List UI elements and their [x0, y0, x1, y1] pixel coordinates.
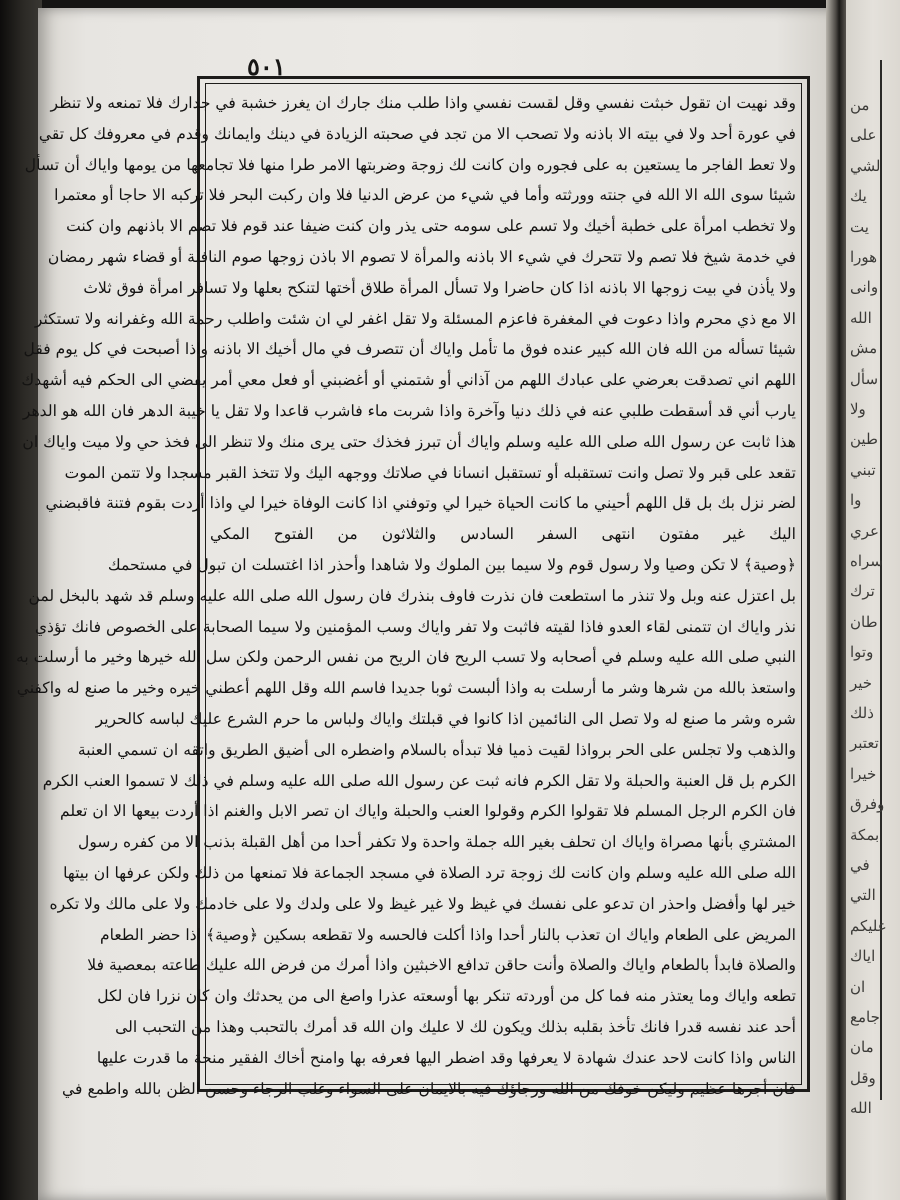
text-line: ولا تعط الفاجر ما يستعين به على فجوره وان كانت لك زوجة وضربتها الامر طرا منها فلا تجامعها من يومها واياك أن تسأل: [24, 155, 796, 174]
facing-page-fragment: على: [850, 126, 877, 145]
text-line: وقد نهيت ان تقول خبثت نفسي وقل لقست نفسي واذا طلب منك جارك ان يغرز خشبة في جدارك فلا تمنعه ولا تنظر: [50, 94, 796, 112]
facing-page-fragment: جامع: [850, 1008, 880, 1026]
text-line: الناس واذا كانت لاحد عندك شهادة لا يعرفها وقد اضطر اليها فعرفه بها وامنح أخاك الفقير منحة ما قدرت عليها: [96, 1048, 796, 1067]
facing-page-fragment: هورا: [850, 248, 878, 266]
text-line: يارب أني قد أسقطت طلبي عنه في ذلك دنيا وآخرة واذا شربت ماء فاشرب قاعدا ولا تقل يا خيبة الدهر فان الله هو الدهر: [22, 401, 796, 420]
facing-page-fragment: بمكة: [850, 825, 880, 844]
text-line: ولا تخطب امرأة على خطبة أخيك ولا تسم على سومه حتى يذر وان كنت ضيفا عند قوم فلا تصم الا باذنهم وان كنت: [66, 217, 796, 236]
facing-page-fragment: ترك: [850, 582, 875, 601]
facing-page-fragment: طان: [850, 612, 878, 631]
text-line: اليك غير مفتون انتهى السفر السادس والثلاثون من الفتوح المكي: [210, 525, 796, 544]
facing-page-fragment: طين: [850, 430, 878, 449]
text-line: واستعذ بالله من شرها وشر ما أرسلت به واذا ألبست ثوبا جديدا فاسم الله وقل اللهم أعطني خيره وخير ما صنع له واكفني: [16, 679, 796, 698]
text-line: فان الكرم الرجل المسلم فلا تقولوا الكرم وقولوا العنب والحبلة واياك ان تصر الابل والغنم اذا أردت بيعها الا ان تعلم: [60, 802, 796, 821]
text-line: هذا ثابت عن رسول الله صلى الله عليه وسلم واياك أن تبرز فخذك حتى يرى منك ولا تنظر الى فخذ حي ولا ميت واياك ان: [22, 432, 796, 451]
facing-page-fragment: ان: [850, 977, 866, 996]
text-line: فان أجرها عظيم وليكن خوفك من الله ورجاؤك فيه بالايمان على السواء وغلب الرجاء وحسن الظن بالله واطمع في: [62, 1079, 796, 1098]
text-line: اللهم اني تصدقت بعرضي على عبادك اللهم من آذاني أو شتمني أو أغضبني أو فعل معي أمر يفضي الى الحكم فيه أشهدك: [21, 371, 796, 390]
facing-page-fragment: الله: [850, 1099, 872, 1118]
facing-page-fragment: يك: [850, 187, 867, 206]
facing-page-fragment: تعتبر: [850, 734, 879, 753]
facing-page-fragment: عري: [850, 521, 879, 540]
facing-page-fragment: الله: [850, 308, 872, 327]
text-line: شيئا سوى الله الا الله في جنته وورثته وأما في شيء من عرض الدنيا فلا وان ركبت البحر فلا تركبه الا حاجا أو معتمرا: [54, 186, 796, 205]
text-line: شيئا تسأله من الله فان الله كبير عنده فوق ما تأمل واياك أن تتصرف في مال أخيك الا باذنه واذا أصبحت في كل يوم فقل: [23, 340, 796, 359]
text-line: المشتري بأنها مصراة واياك ان تحلف بغير الله جملة واحدة ولا تكفر أحدا من أهل القبلة بذنب الا من كفره رسول: [78, 833, 796, 852]
facing-page-fragment: اياك: [850, 947, 876, 966]
text-line: أحد عند نفسه قدرا فانك تأخذ بقلبه بذلك ويكون لك لا عليك وان الله قد أمرك بالتحبب وهذا من التحبب الى: [115, 1017, 796, 1036]
page-number: ٥٠١: [247, 52, 286, 81]
facing-page-fragment: وانی: [850, 278, 879, 297]
text-line: النبي صلى الله عليه وسلم في أصحابه ولا تسب الريح فان الريح من نفس الرحمن ولكن سل الله خيرها وخير ما أرسلت به: [16, 648, 796, 667]
text-line: خير لها وأفضل واحذر ان تدعو على نفسك في غيظ ولا غير غيظ ولا على ولدك ولا على خادمك ولا على مالك ولا تكره: [49, 894, 796, 913]
facing-page-fragment: وقل: [850, 1068, 876, 1087]
text-line: ﴿وصية﴾ لا تكن وصيا ولا رسول قوم ولا سيما بين الملوك ولا شاهدا وأحذر اذا اغتسلت ان تبول في مستحمك: [107, 555, 796, 574]
text-line: في عورة أحد ولا في بيته الا باذنه ولا تصحب الا من تجد في صحبته الزيادة في دينك وايمانك وقدم في معروفك كل تقي: [38, 124, 796, 143]
facing-page-fragment: ولا: [850, 400, 866, 418]
facing-page-frame-rule: [880, 60, 882, 1100]
facing-page-fragment: يت: [850, 217, 869, 236]
facing-page-fragment: سأل: [850, 369, 879, 388]
text-line: في خدمة شيخ فلا تصم ولا تتحرك في شيء الا باذنه والمرأة لا تصوم الا باذن زوجها صوم النافلة أو قضاء شهر رمضان: [47, 247, 796, 266]
facing-page-fragment: وا: [850, 491, 862, 510]
text-line: لضر نزل بك بل قل اللهم أحيني ما كانت الحياة خيرا لي وتوفني اذا كانت الوفاة خيرا لي واذا أردت بقوم فتنة فاقبضني: [45, 494, 796, 513]
facing-page-fragment: مان: [850, 1038, 874, 1057]
facing-page-edge: [846, 0, 900, 1200]
facing-page-fragment: التي: [850, 886, 876, 905]
text-line: تطعه واياك وما يعتذر منه فما كل من أوردته تنكر بها أوسعته عذرا واصغ الى من يحدثك وان كان نزرا فان لكل: [97, 987, 796, 1006]
facing-page-fragment: وفرق: [850, 795, 885, 814]
facing-page-fragment: عليكم: [850, 916, 887, 935]
facing-page-fragment: من: [850, 96, 870, 114]
text-line: الكرم بل قل العنبة والحبلة ولا تقل الكرم فانه ثبت عن رسول الله صلى الله عليه وسلم في ذلك لا تسموا العنب الكرم: [42, 771, 796, 790]
facing-page-fragment: وتوا: [850, 643, 874, 662]
facing-page-fragment: ذلك: [850, 704, 874, 722]
text-line: الا مع ذي محرم واذا دعوت في المغفرة فاعزم المسئلة ولا تقل اغفر لي ان شئت واطلب رحمة الله وغفرانه ولا تستكثر: [34, 309, 796, 328]
text-line: المريض على الطعام واياك ان تعذب بالنار أحدا واذا أكلت فالحسه ولا تقطعه بسكين ﴿وصية﴾ اذا حضر الطعام: [99, 925, 796, 944]
facing-page-fragment: خيرا: [850, 764, 877, 783]
facing-page-fragment: سراه: [850, 552, 883, 570]
text-line: والذهب ولا تجلس على الحر برواذا لقيت ذميا فلا تبدأه بالسلام واضطره الى أضيق الطريق واتقه ان تسمي العنبة: [77, 740, 796, 759]
main-text-block: [16, 88, 796, 1098]
text-line: والصلاة فابدأ بالطعام واياك والصلاة وأنت حاقن تدافع الاخبثين واذا أمرك من فرض الله عليك طاعته بمعصية فلا: [87, 956, 796, 975]
text-line: الله صلى الله عليه وسلم وان كانت لك زوجة ترد الصلاة في مسجد الجماعة فلا تمنعها من ذلك ولكن عرفها ان بيتها: [63, 863, 796, 882]
text-line: ولا يأذن في بيت زوجها الا باذنه اذا كان حاضرا ولا تسأل المرأة طلاق أختها لتنكح بعلها ولا تسافر امرأة فوق ثلاث: [83, 278, 796, 297]
facing-page-fragment: في: [850, 856, 870, 874]
book-gutter: [826, 0, 848, 1200]
text-line: بل اعتزل عنه وبل ولا تنذر ما استطعت فان نذرت فاوف بنذرك فان رسول الله صلى الله عليه وسلم قد شهد بالبخل لمن: [28, 586, 796, 605]
text-line: نذر واياك ان تتمنى لقاء العدو فاذا لقيته فاثبت ولا تفر واياك وسب المؤمنين ولا سيما الصحابة على الخصوص فانك تؤذي: [34, 617, 796, 636]
facing-page-fragment: تبني: [850, 460, 876, 479]
text-line: تقعد على قبر ولا تصل وانت تستقبله أو تستقبل انسانا في صلاتك ووجهه اليك ولا تتخذ القبر مسجدا ولا تتمن الموت: [64, 463, 796, 482]
facing-page-fragment: لشي: [850, 156, 881, 175]
facing-page-fragment: مش: [850, 339, 878, 358]
text-line: شره وشر ما صنع له ولا تصل الى النائمين اذا كانوا في قبلتك واياك ولباس ما حرم الشرع عليك لباسه كالحرير: [95, 709, 796, 728]
facing-page-fragment: خير: [850, 673, 873, 692]
